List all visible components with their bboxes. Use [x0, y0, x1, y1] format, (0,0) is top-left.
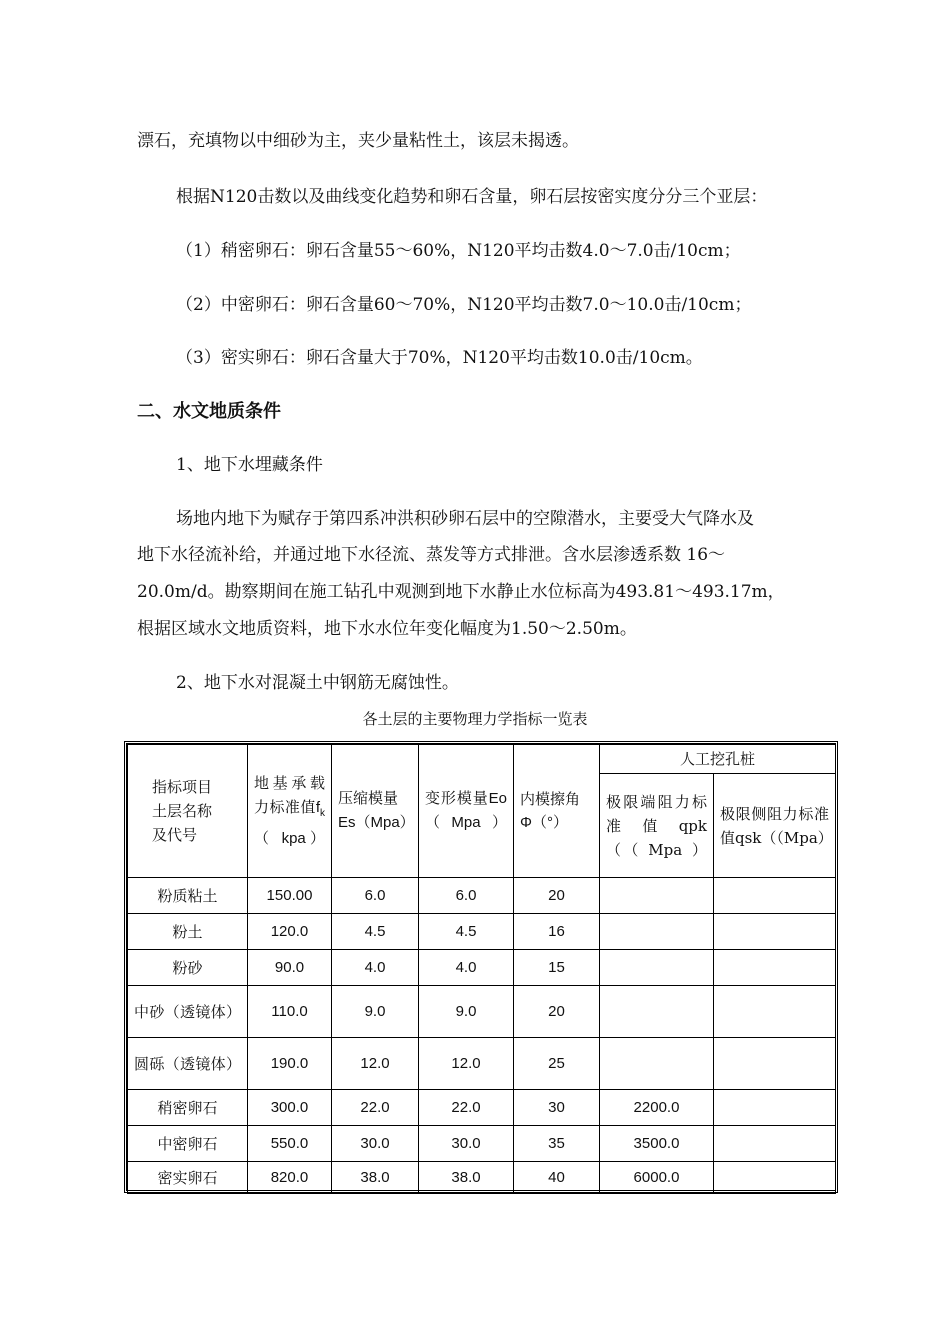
cell-qsk [714, 914, 836, 950]
cell-soil-name: 稍密卵石 [128, 1090, 248, 1126]
header-bearing-capacity [248, 745, 332, 878]
header-indicator-line-3: 及代号 [152, 826, 198, 844]
paragraph-sublayer-2: （2）中密卵石：卵石含量60～70%，N120平均击数7.0～10.0击/10cm； [176, 295, 752, 315]
table-caption: 各土层的主要物理力学指标一览表 [362, 710, 588, 728]
cell-soil-name: 粉质粘土 [128, 878, 248, 914]
cell-qpk [600, 1038, 714, 1090]
cell-soil-name: 中砂（透镜体） [128, 986, 248, 1038]
cell-phi: 35 [514, 1126, 600, 1162]
cell-qpk [600, 950, 714, 986]
header-compression-modulus: 压缩模量Es（Mpa） [332, 745, 419, 878]
cell-phi: 30 [514, 1090, 600, 1126]
cell-phi: 16 [514, 914, 600, 950]
table-row [128, 950, 836, 986]
cell-qsk [714, 1126, 836, 1162]
cell-qsk [714, 878, 836, 914]
cell-qsk [714, 1038, 836, 1090]
cell-eo: 9.0 [419, 986, 514, 1038]
cell-soil-name: 密实卵石 [128, 1162, 248, 1194]
cell-qsk [714, 986, 836, 1038]
cell-es: 30.0 [332, 1126, 419, 1162]
cell-qpk: 2200.0 [600, 1090, 714, 1126]
header-indicator-line-1: 指标项目 [152, 778, 213, 796]
table-row [128, 986, 836, 1038]
paragraph-gravel-fill: 漂石，充填物以中细砂为主，夹少量粘性土，该层未揭透。 [137, 131, 579, 151]
cell-soil-name: 中密卵石 [128, 1126, 248, 1162]
cell-soil-name: 圆砾（透镜体） [128, 1038, 248, 1090]
table-row [128, 1090, 836, 1126]
header-bearing-subscript: k [320, 808, 325, 819]
table-row [128, 914, 836, 950]
cell-phi: 20 [514, 878, 600, 914]
cell-fk: 90.0 [248, 950, 332, 986]
header-deformation-modulus: 变形模量Eo（Mpa） [419, 745, 514, 878]
table-row [128, 1126, 836, 1162]
cell-qsk [714, 1162, 836, 1194]
cell-eo: 4.0 [419, 950, 514, 986]
cell-es: 12.0 [332, 1038, 419, 1090]
paragraph-sublayer-3: （3）密实卵石：卵石含量大于70%，N120平均击数10.0击/10cm。 [176, 348, 703, 368]
cell-qpk: 6000.0 [600, 1162, 714, 1194]
cell-phi: 25 [514, 1038, 600, 1090]
cell-phi: 40 [514, 1162, 600, 1194]
cell-fk: 550.0 [248, 1126, 332, 1162]
cell-eo: 12.0 [419, 1038, 514, 1090]
header-end-resistance: 极限端阻力标准值qpk（（Mpa） [600, 774, 714, 878]
cell-soil-name: 粉土 [128, 914, 248, 950]
cell-qpk [600, 914, 714, 950]
subheading-corrosion: 2、地下水对混凝土中钢筋无腐蚀性。 [176, 673, 459, 693]
cell-eo: 30.0 [419, 1126, 514, 1162]
cell-fk: 820.0 [248, 1162, 332, 1194]
table-row [128, 1038, 836, 1090]
cell-eo: 6.0 [419, 878, 514, 914]
cell-eo: 4.5 [419, 914, 514, 950]
header-bearing-symbol: f [315, 799, 320, 816]
header-side-resistance: 极限侧阻力标准值qsk（（Mpa） [714, 774, 836, 878]
cell-phi: 15 [514, 950, 600, 986]
header-friction-angle [514, 745, 600, 878]
paragraph-groundwater-4: 根据区域水文地质资料，地下水水位年变化幅度为1.50～2.50m。 [137, 619, 637, 639]
cell-es: 4.0 [332, 950, 419, 986]
cell-eo: 38.0 [419, 1162, 514, 1194]
header-bearing-label: 地基承载力标准值 [254, 774, 325, 816]
paragraph-sublayers-intro: 根据N120击数以及曲线变化趋势和卵石含量，卵石层按密实度分分三个亚层： [176, 187, 768, 207]
subheading-groundwater-storage: 1、地下水埋藏条件 [176, 455, 323, 475]
table-row [128, 1162, 836, 1194]
cell-fk: 150.00 [248, 878, 332, 914]
cell-qsk [714, 950, 836, 986]
cell-eo: 22.0 [419, 1090, 514, 1126]
header-bearing-unit: （ kpa） [254, 830, 325, 847]
header-friction-unit: Φ（°） [520, 814, 568, 831]
header-manual-pile-group: 人工挖孔桩 [600, 745, 836, 774]
cell-soil-name: 粉砂 [128, 950, 248, 986]
header-indicator-cell [128, 745, 248, 878]
cell-es: 38.0 [332, 1162, 419, 1194]
cell-phi: 20 [514, 986, 600, 1038]
cell-fk: 300.0 [248, 1090, 332, 1126]
cell-fk: 120.0 [248, 914, 332, 950]
cell-qpk [600, 878, 714, 914]
header-friction-label: 内模擦角 [520, 790, 581, 808]
cell-qsk [714, 1090, 836, 1126]
paragraph-sublayer-1: （1）稍密卵石：卵石含量55～60%，N120平均击数4.0～7.0击/10cm； [176, 241, 741, 261]
paragraph-groundwater-3: 20.0m/d。勘察期间在施工钻孔中观测到地下水静止水位标高为493.81～493.17m， [137, 582, 785, 602]
cell-es: 4.5 [332, 914, 419, 950]
paragraph-groundwater-2: 地下水径流补给，并通过地下水径流、蒸发等方式排泄。含水层渗透系数 16～ [137, 545, 726, 565]
cell-es: 6.0 [332, 878, 419, 914]
cell-qpk: 3500.0 [600, 1126, 714, 1162]
table-row [128, 878, 836, 914]
cell-es: 22.0 [332, 1090, 419, 1126]
cell-fk: 110.0 [248, 986, 332, 1038]
section-heading-hydrogeology: 二、水文地质条件 [137, 401, 281, 422]
cell-fk: 190.0 [248, 1038, 332, 1090]
soil-properties-table [124, 741, 838, 1193]
cell-qpk [600, 986, 714, 1038]
header-indicator-line-2: 土层名称 [152, 802, 213, 820]
paragraph-groundwater-1: 场地内地下为赋存于第四系冲洪积砂卵石层中的空隙潜水，主要受大气降水及 [176, 509, 754, 529]
cell-es: 9.0 [332, 986, 419, 1038]
